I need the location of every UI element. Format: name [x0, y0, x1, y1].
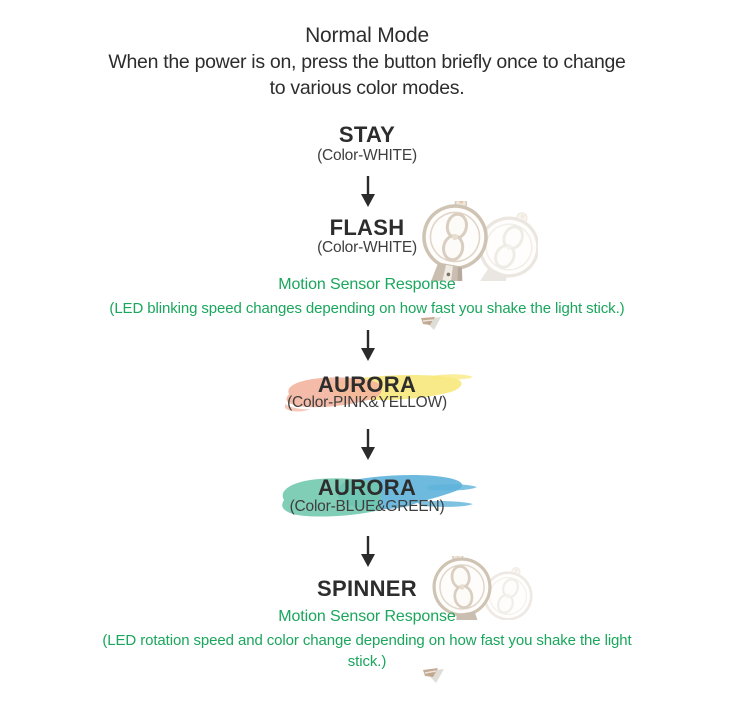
sensor-note-body-flash: (LED blinking speed changes depending on how fast you shake the light stick.) [109, 300, 625, 317]
sensor-note-title-spinner: Motion Sensor Response [278, 608, 456, 625]
mode-name-aurora-pink-yellow: AURORA [317, 372, 417, 397]
arrow-down-icon [360, 536, 376, 568]
mode-name-spinner: SPINNER [317, 576, 417, 601]
page-description [0, 49, 734, 101]
mode-name-aurora-blue-green: AURORA [317, 475, 417, 500]
sensor-note-title-flash: Motion Sensor Response [278, 276, 456, 293]
arrow-down-icon [360, 176, 376, 208]
page-description-line2: to various color modes. [269, 77, 465, 99]
sensor-note-body-spinner: (LED rotation speed and color change depending on how fast you shake the light stick.) [102, 632, 632, 670]
page-title: Normal Mode [305, 24, 429, 47]
page-description-line1: When the power is on, press the button briefly once to change [108, 51, 626, 73]
mode-color-label-aurora-blue-green: (Color-BLUE&GREEN) [289, 498, 445, 515]
mode-name-stay: STAY [338, 122, 396, 147]
mode-color-label-stay: (Color-WHITE) [317, 147, 417, 164]
arrow-down-icon [360, 429, 376, 461]
arrow-down-icon [360, 330, 376, 362]
mode-name-flash: FLASH [329, 215, 405, 240]
mode-color-label-flash: (Color-WHITE) [317, 239, 417, 256]
mode-color-label-aurora-pink-yellow: (Color-PINK&YELLOW) [287, 394, 447, 411]
